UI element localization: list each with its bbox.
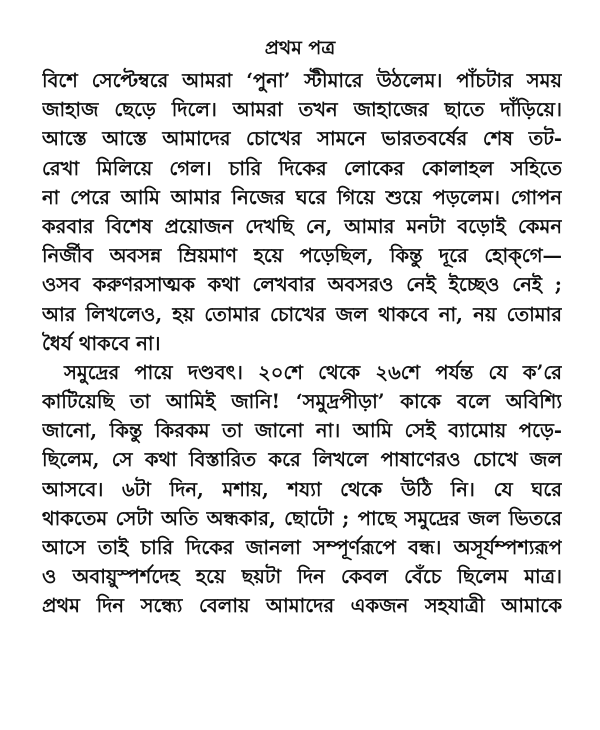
text-line: ছিলেম, সে কথা বিস্তারিত করে লিখলে পাষাণেরও চোখে জল bbox=[42, 448, 562, 472]
text-line: ধৈর্য থাকবে না। bbox=[42, 331, 161, 355]
text-line: কাটিয়েছি তা আমিই জানি! ‘সমুদ্রপীড়া’ কাকে বলে অবিশ্যি bbox=[42, 390, 562, 414]
text-line: নির্জীব অবসন্ন ম্রিয়মাণ হয়ে পড়েছিল, কিন্তু দূরে হোক্‌গে— bbox=[42, 244, 562, 268]
text-line: জানো, কিন্তু কিরকম তা জানো না। আমি সেই ব্যামোয় পড়ে- bbox=[42, 419, 562, 443]
text-line: না পেরে আমি আমার নিজের ঘরে গিয়ে শুয়ে পড়লেম। গোপন bbox=[42, 185, 562, 209]
text-line: আর লিখলেও, হয় তোমার চোখের জল থাকবে না, নয় তোমার bbox=[42, 302, 562, 326]
text-line: করবার বিশেষ প্রয়োজন দেখছি নে, আমার মনটা বড়োই কেমন bbox=[42, 214, 562, 238]
text-line: বিশে সেপ্টেম্বরে আমরা ‘পুনা’ স্টীমারে উঠলেম। পাঁচটার সময় bbox=[42, 69, 562, 92]
text-line: আসে তাই চারি দিকের জানলা সম্পূর্ণরূপে বন্ধ। অসূর্যম্পশ্যরূপ bbox=[42, 536, 562, 559]
text-line: ও অবায়ুস্পর্শদেহ হয়ে ছয়টা দিন কেবল বেঁচে ছিলেম মাত্র। bbox=[42, 565, 562, 589]
text-line: ওসব করুণরসাত্মক কথা লেখবার অবসরও নেই ইচ্ছেও নেই ; bbox=[42, 273, 562, 297]
text-line: সমুদ্রের পায়ে দণ্ডবৎ। ২০শে থেকে ২৬শে পর্যন্ত যে ক’রে bbox=[64, 360, 562, 384]
text-line: আসবে। ৬টা দিন, মশায়, শয্যা থেকে উঠি নি। যে ঘরে bbox=[42, 477, 562, 501]
text-line: প্রথম দিন সন্ধ্যে বেলায় আমাদের একজন সহযাত্রী আমাকে bbox=[42, 594, 562, 618]
page-body-text bbox=[42, 66, 562, 621]
page-title: প্রথম পত্র bbox=[264, 37, 336, 59]
text-line: আস্তে আস্তে আমাদের চোখের সামনে ভারতবর্ষের শেষ তট- bbox=[42, 127, 562, 151]
text-line: জাহাজ ছেড়ে দিলে। আমরা তখন জাহাজের ছাতে দাঁড়িয়ে। bbox=[42, 98, 562, 122]
text-line: রেখা মিলিয়ে গেল। চারি দিকের লোকের কোলাহল সহিতে bbox=[42, 156, 562, 180]
text-line: থাকতেম সেটা অতি অন্ধকার, ছোটো ; পাছে সমুদ্রের জল ভিতরে bbox=[42, 506, 562, 530]
